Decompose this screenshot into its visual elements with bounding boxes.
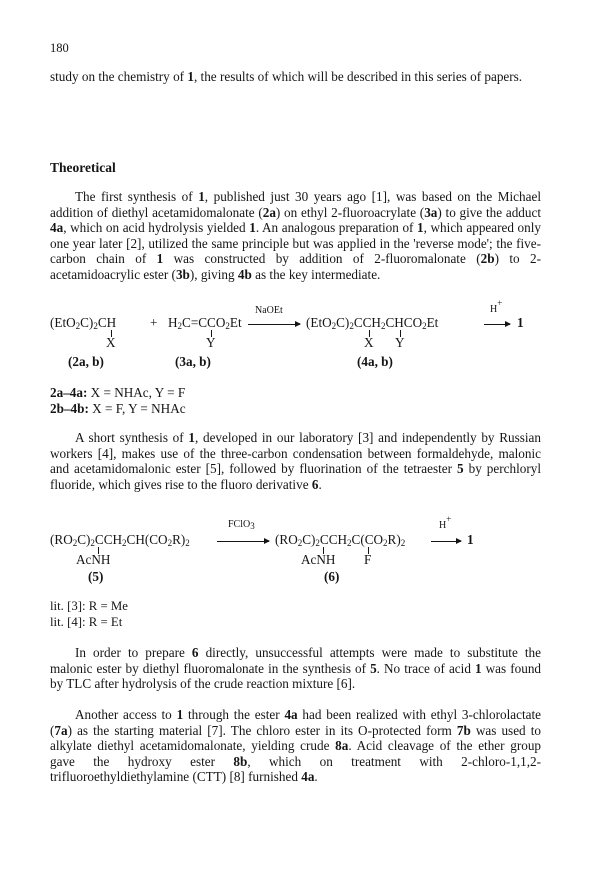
- lit-4-definition: lit. [4]: R = Et: [50, 615, 123, 629]
- substituent-y-4ab: Y: [395, 335, 405, 350]
- reaction-arrow-1: [248, 324, 300, 325]
- label-2ab: (2a, b): [68, 354, 104, 369]
- label-6: (6): [324, 569, 340, 584]
- substituent-acnh-5: AcNH: [76, 552, 111, 567]
- intro-continuation-paragraph: study on the chemistry of 1, the results of which will be described in this series of papers.: [50, 69, 523, 84]
- reactant-2ab-formula: $(EtO_2C)_2CH$: [50, 315, 117, 331]
- paragraph-short-synthesis: A short synthesis of 1, developed in our laboratory [3] and independently by Russian workers [4], makes use of the three-carbon condensation between formaldehyde, malonic and acetamidomalonic ester [5], followed by fluorination of the tetraester 5 by perchloryl fluoride, which gives rise to the fluoro derivative 6.: [50, 430, 541, 492]
- plus-sign: +: [150, 315, 158, 330]
- definition-2b-4b: 2b–4b: X = F, Y = NHAc: [50, 401, 186, 416]
- substituent-y-3ab: Y: [206, 335, 216, 350]
- section-heading: Theoretical: [50, 160, 116, 175]
- label-5: (5): [88, 569, 104, 584]
- reactant-5-formula: $(RO_2C)_2CCH_2CH(CO_2R)_2$: [50, 532, 190, 548]
- paragraph-direct-preparation: In order to prepare 6 directly, unsuccessful attempts were made to substitute the malonic ester by diethyl fluoromalonate in the synthesis of 5. No trace of acid 1 was found by TLC after hydrolysis of the crude reaction mixture [6].: [50, 645, 542, 692]
- product-4ab-formula: $(EtO_2C)_2CCH_2CHCO_2Et$: [306, 315, 439, 331]
- definition-2a-4a: 2a–4a: X = NHAc, Y = F: [50, 385, 186, 400]
- paragraph-first-synthesis: The first synthesis of 1, published just 30 years ago [1], was based on the Michael addition of diethyl acetamidomalonate (2a) on ethyl 2-fluoroacrylate (3a) to give the adduct 4a, which on acid hydrolysis yielded 1. An analogous preparation of 1, which appeared only one year later [2], utilized the same principle but was applied in the 'reverse mode'; the five-carbon chain of 1 was constructed by addition of 2-fluoromalonate (2b) to 2-acetamidoacrylic ester (3b), giving 4b as the key intermediate.: [50, 189, 541, 282]
- reagent-fclo3: FClO$_3$: [228, 519, 255, 531]
- reagent-acid: H+: [490, 298, 503, 315]
- reaction-arrow-2: [484, 324, 510, 325]
- reaction-arrow-3: [217, 541, 269, 542]
- page-number: 180: [50, 41, 69, 55]
- paragraph-another-access: Another access to 1 through the ester 4a had been realized with ethyl 3-chlorolactate (7a) as the starting material [7]. The chloro ester in its O-protected form 7b was used to alkylate diethyl acetamidomalonate, yielding crude 8a. Acid cleavage of the ether group gave the hydroxy ester 8b, which on treatment with 2-chloro-1,1,2-trifluoroethyldiethylamine (CTT) [8] furnished 4a.: [50, 707, 542, 785]
- product-6-formula: $(RO_2C)_2CCH_2C(CO_2R)_2$: [275, 532, 406, 548]
- reactant-3ab-formula: $H_2C=CCO_2Et$: [168, 315, 242, 331]
- label-4ab: (4a, b): [357, 354, 393, 369]
- substituent-acnh-6: AcNH: [301, 552, 336, 567]
- label-3ab: (3a, b): [175, 354, 211, 369]
- substituent-x-2ab: X: [106, 335, 116, 350]
- substituent-f-6: F: [364, 552, 372, 567]
- final-product-2: 1: [467, 532, 474, 547]
- reagent-naoet: NaOEt: [255, 305, 283, 316]
- final-product: 1: [517, 315, 524, 330]
- lit-3-definition: lit. [3]: R = Me: [50, 599, 128, 613]
- substituent-x-4ab: X: [364, 335, 374, 350]
- reagent-acid-2: H+: [439, 514, 452, 531]
- reaction-arrow-4: [431, 541, 461, 542]
